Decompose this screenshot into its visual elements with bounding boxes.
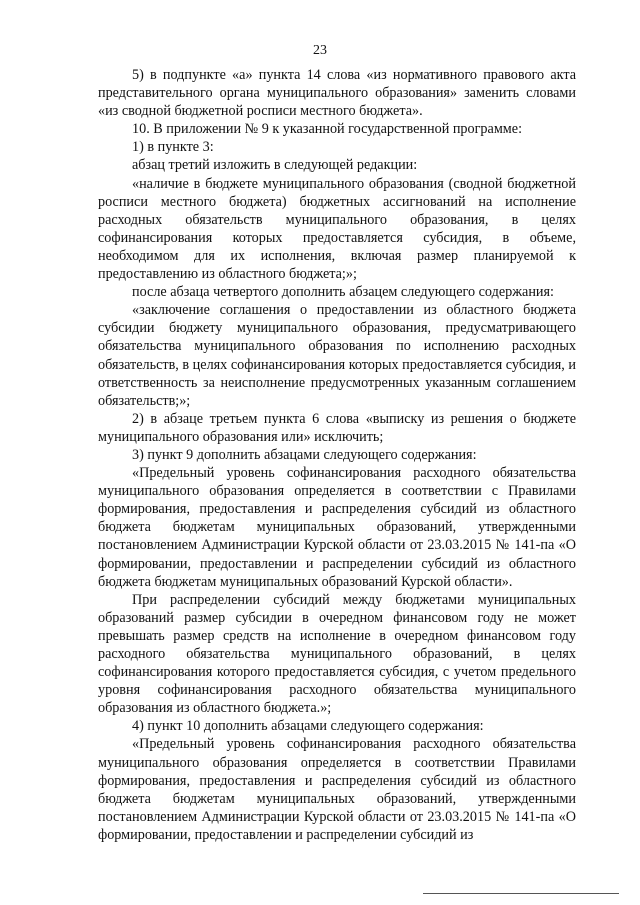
paragraph-point-9-heading: 3) пункт 9 дополнить абзацами следующего содержания:	[132, 446, 477, 463]
paragraph-agreement-conclusion: «заключение соглашения о предоставлении из областного бюджета субсидии бюджету муниципального образования, предусматривающего обязательства муниципального образования по исполнению расходных обязательств, в целях софинансирования которых предоставляется субсидия, и ответственность за неисполнение предусмотренных указанным соглашением обязательств;»;	[98, 302, 576, 409]
paragraph-after-fourth-abzac: после абзаца четвертого дополнить абзацем следующего содержания:	[132, 284, 554, 301]
paragraph-budget-availability: «наличие в бюджете муниципального образования (сводной бюджетной росписи местного бюджета) бюджетных ассигнований на исполнение расходных обязательств муниципального образования, в целях софинансирования которых предоставляется субсидия, в объеме, необходимом для их исполнения, включая размер планируемой к предоставлению из областного бюджета;»;	[98, 175, 576, 283]
paragraph-cofinancing-level-1: «Предельный уровень софинансирования расходного обязательства муниципального образования определяется в соответствии с Правилами формирования, предоставления и распределения субсидий из областного бюджета бюджетам муниципальных образований, утвержденными постановлением Администрации Курской области от 23.03.2015 № 141-па «О формировании, предоставлении и распределении субсидий из областного бюджета бюджетам муниципальных образований Курской области».	[98, 465, 576, 590]
document-body	[98, 66, 576, 844]
paragraph-point-3: 1) в пункте 3:	[132, 139, 214, 156]
paragraph-point-6-exclusion: 2) в абзаце третьем пункта 6 слова «выписку из решения о бюджете муниципального образования или» исключить;	[98, 410, 576, 445]
paragraph-point-10-heading: 4) пункт 10 дополнить абзацами следующего содержания:	[132, 718, 484, 735]
paragraph-item-5-amendment: 5) в подпункте «а» пункта 14 слова «из нормативного правового акта представительного органа муниципального образования» заменить словами «из сводной бюджетной росписи местного бюджета».	[98, 67, 576, 120]
paragraph-cofinancing-level-2: «Предельный уровень софинансирования расходного обязательства муниципального образования определяется в соответствии Правилами формирования, предоставления и распределения субсидий из областного бюджета бюджетам муниципальных образований, утвержденными постановлением Администрации Курской области от 23.03.2015 № 141-па «О формировании, предоставлении и распределении субсидий из	[98, 736, 576, 843]
paragraph-appendix-9-heading: 10. В приложении № 9 к указанной государственной программе:	[132, 121, 523, 138]
paragraph-subsidy-distribution: При распределении субсидий между бюджетами муниципальных образований размер субсидии в очередном финансовом году не может превышать размер средств на исполнение в очередном финансовом году расходного обязательства муниципального образований, в целях софинансирования которого предоставляется субсидия, с учетом предельного уровня софинансирования расходного обязательства муниципального образования из областного бюджета.»;	[98, 591, 576, 717]
paragraph-third-abzac: абзац третий изложить в следующей редакции:	[132, 157, 418, 174]
footer-rule	[423, 893, 619, 894]
page-number: 23	[313, 43, 327, 58]
